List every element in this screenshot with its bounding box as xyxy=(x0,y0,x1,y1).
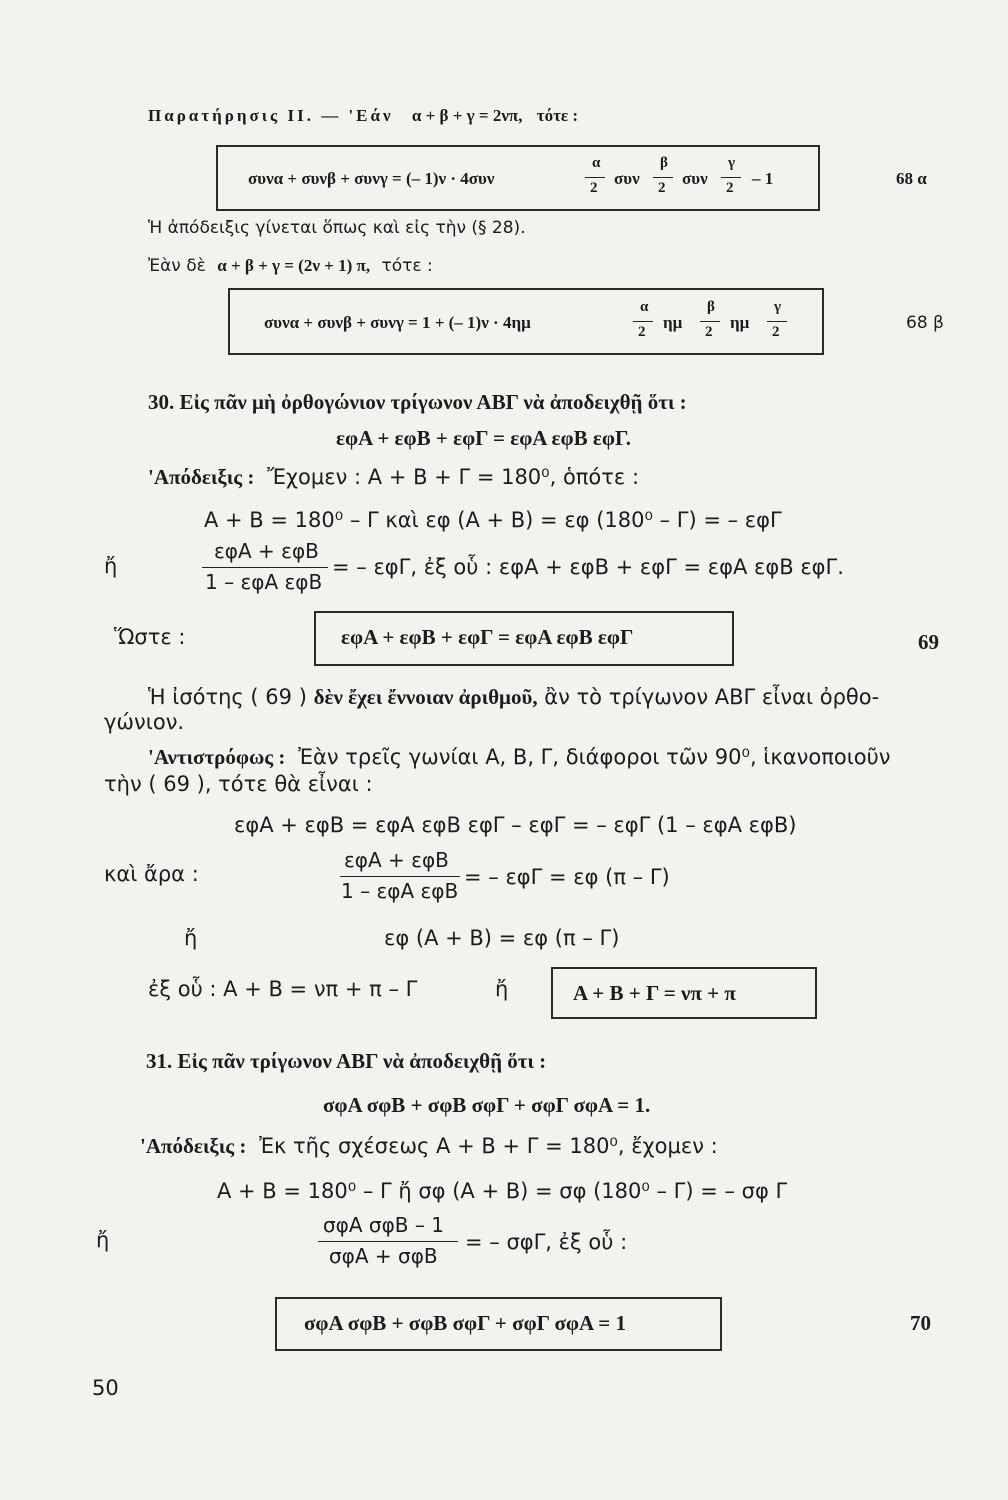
page-number: 50 xyxy=(92,1376,119,1400)
note-continuation: γώνιον. xyxy=(104,710,185,734)
problem-31-title: 31. Εἰς πᾶν τρίγωνον ΑΒΓ νὰ ἀποδειχθῇ ὅτι : xyxy=(146,1049,547,1073)
formula-boxed2-text: Α + Β + Γ = νπ + π xyxy=(573,981,736,1005)
formula-68b-mid1: ημ xyxy=(663,313,683,332)
or-word: ἤ xyxy=(96,1228,110,1252)
frac-numerator: α xyxy=(640,299,649,315)
fraction-bar xyxy=(767,321,787,322)
or-word: ἤ xyxy=(495,977,509,1001)
formula-68a-lhs: συνα + συνβ + συνγ = (– 1)ν · 4συν xyxy=(248,169,495,188)
converse-continuation: τὴν ( 69 ), τότε θὰ εἶναι : xyxy=(104,772,373,796)
note-start: Ἡ ἰσότης ( 69 ) xyxy=(148,685,307,709)
note-line xyxy=(148,687,879,708)
remark-line xyxy=(148,107,578,124)
remark-condition: α + β + γ = 2νπ, xyxy=(411,106,523,125)
proof-text: Ἐκ τῆς σχέσεως Α + Β + Γ = 180⁰, ἔχομεν : xyxy=(259,1134,718,1158)
fraction-bar xyxy=(633,321,653,322)
hence-word: Ὥστε : xyxy=(114,625,186,649)
problem-31-proof-line xyxy=(140,1136,718,1157)
frac-numerator: α xyxy=(592,155,601,171)
frac-denominator: 2 xyxy=(772,324,780,340)
problem-30-statement: εφΑ + εφΒ + εφΓ = εφΑ εφΒ εφΓ. xyxy=(336,426,632,450)
fraction-bar xyxy=(340,876,460,877)
or-word: ἤ xyxy=(104,554,118,578)
remark-heading: Παρατήρησις ΙΙ. — 'Εάν xyxy=(148,106,394,125)
converse-after-frac: = – εφΓ = εφ (π – Γ) xyxy=(464,865,670,889)
converse-text: Ἐὰν τρεῖς γωνίαι Α, Β, Γ, διάφοροι τῶν 90⁰, ἱκανοποιοῦν xyxy=(298,745,891,769)
kai-ara: καὶ ἄρα : xyxy=(104,862,199,886)
frac-numerator: γ xyxy=(728,155,736,171)
problem-31-statement: σφΑ σφΒ + σφΒ σφΓ + σφΓ σφΑ = 1. xyxy=(323,1093,651,1117)
formula-68a-mid1: συν xyxy=(614,169,640,188)
frac-numerator: γ xyxy=(774,299,782,315)
problem-30-after-frac: = – εφΓ, ἐξ οὗ : εφΑ + εφΒ + εφΓ = εφΑ εφΒ εφΓ. xyxy=(332,555,844,579)
frac-denominator: 2 xyxy=(658,180,666,196)
equation-label-68b: 68 β xyxy=(906,313,944,333)
case2-lead: Ἐὰν δὲ xyxy=(148,256,206,276)
frac-numerator: εφΑ + εφΒ xyxy=(214,539,319,563)
equation-label-68a: 68 α xyxy=(896,169,927,188)
formula-68a-mid2: συν xyxy=(682,169,708,188)
converse-line4: ἐξ οὗ : Α + Β = νπ + π – Γ xyxy=(148,977,418,1001)
formula-69: εφΑ + εφΒ + εφΓ = εφΑ εφΒ εφΓ xyxy=(341,625,634,649)
fraction-bar xyxy=(653,177,673,178)
converse-line1: εφΑ + εφΒ = εφΑ εφΒ εφΓ – εφΓ = – εφΓ (1 – εφΑ εφΒ) xyxy=(234,813,797,837)
case2-then: τότε : xyxy=(381,256,433,276)
frac-denominator: 2 xyxy=(590,180,598,196)
fraction-bar xyxy=(318,1241,458,1242)
remark-then: τότε : xyxy=(536,106,579,125)
formula-70: σφΑ σφΒ + σφΒ σφΓ + σφΓ σφΑ = 1 xyxy=(304,1311,627,1335)
proof-note: Ἡ ἀπόδειξις γίνεται ὅπως καὶ εἰς τὴν (§ 28). xyxy=(148,218,526,238)
frac-denominator: 1 – εφΑ εφΒ xyxy=(341,879,459,903)
fraction-bar xyxy=(700,321,720,322)
frac-denominator: 2 xyxy=(726,180,734,196)
frac-denominator: 1 – εφΑ εφΒ xyxy=(205,570,323,594)
problem-30-proof-line xyxy=(148,467,639,488)
equation-label-69: 69 xyxy=(918,630,939,654)
converse-line xyxy=(148,747,891,768)
formula-68b-mid2: ημ xyxy=(730,313,750,332)
proof-text: Ἔχομεν : Α + Β + Γ = 180⁰, ὁπότε : xyxy=(267,465,640,489)
proof-label: 'Απόδειξις : xyxy=(148,465,255,489)
frac-denominator: σφΑ + σφΒ xyxy=(329,1244,438,1268)
problem-30-line2: Α + Β = 180⁰ – Γ καὶ εφ (Α + Β) = εφ (180⁰ – Γ) = – εφΓ xyxy=(204,508,782,532)
fraction-bar xyxy=(585,177,605,178)
formula-68b-lhs: συνα + συνβ + συνγ = 1 + (– 1)ν · 4ημ xyxy=(264,313,531,332)
note-bold: δὲν ἔχει ἔννοιαν ἀριθμοῦ, xyxy=(313,685,538,709)
formula-68a-tail: – 1 xyxy=(752,169,774,188)
converse-label: 'Αντιστρόφως : xyxy=(148,745,286,769)
problem-30-title: 30. Εἰς πᾶν μὴ ὀρθογώνιον τρίγωνον ΑΒΓ νὰ ἀποδειχθῇ ὅτι : xyxy=(148,390,687,414)
frac-denominator: 2 xyxy=(705,324,713,340)
problem-31-after-frac: = – σφΓ, ἐξ οὗ : xyxy=(465,1230,628,1254)
frac-denominator: 2 xyxy=(638,324,646,340)
frac-numerator: β xyxy=(707,299,715,315)
problem-31-line2: Α + Β = 180⁰ – Γ ἤ σφ (Α + Β) = σφ (180⁰ – Γ) = – σφ Γ xyxy=(217,1179,788,1203)
frac-numerator: σφΑ σφΒ – 1 xyxy=(323,1213,444,1237)
converse-line3: εφ (Α + Β) = εφ (π – Γ) xyxy=(384,926,620,950)
equation-label-70: 70 xyxy=(910,1311,931,1335)
frac-numerator: εφΑ + εφΒ xyxy=(344,848,449,872)
fraction-bar xyxy=(202,567,328,568)
or-word: ἤ xyxy=(184,926,198,950)
case2-condition: α + β + γ = (2ν + 1) π, xyxy=(217,256,371,275)
note-end: ἂν τὸ τρίγωνον ΑΒΓ εἶναι ὀρθο- xyxy=(544,685,880,709)
frac-numerator: β xyxy=(660,155,668,171)
fraction-bar xyxy=(721,177,741,178)
proof-label: 'Απόδειξις : xyxy=(140,1134,247,1158)
case2-line xyxy=(148,257,433,275)
